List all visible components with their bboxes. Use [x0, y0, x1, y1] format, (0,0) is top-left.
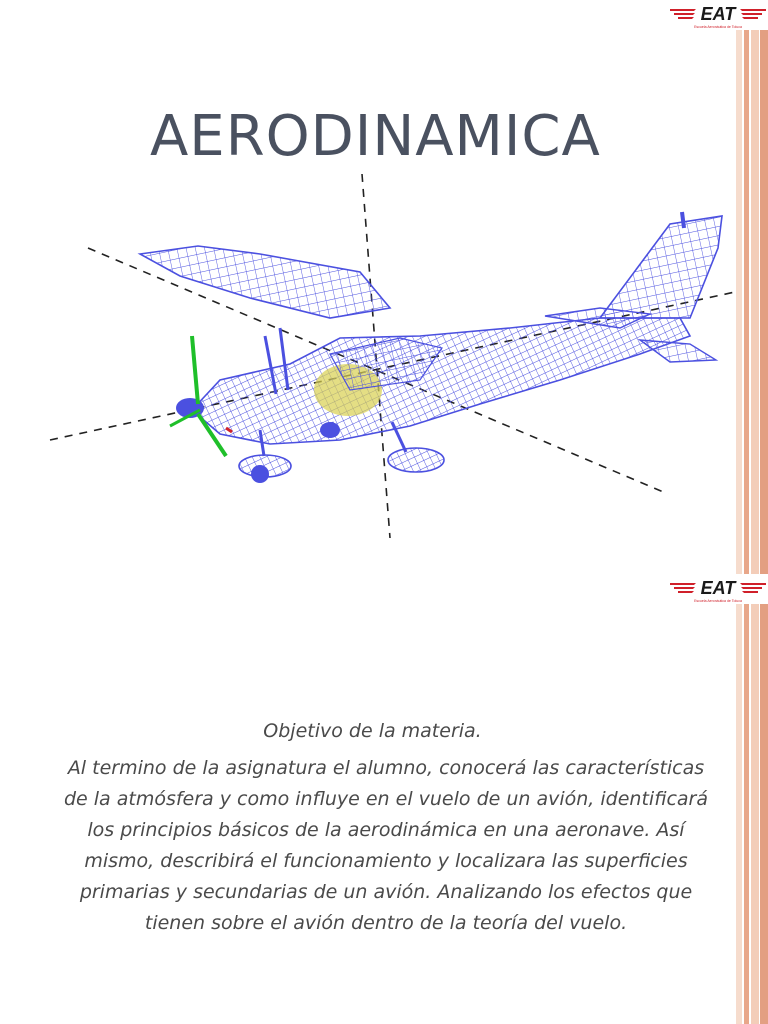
- page-title: AERODINAMICA: [150, 104, 601, 169]
- airplane-wireframe-illustration: [40, 168, 740, 552]
- eat-logo-middle: [668, 574, 768, 604]
- logo-subtitle: Escuela Aeronáutica de Toluca: [694, 599, 742, 603]
- side-stripe-dark: [744, 0, 749, 1024]
- logo-subtitle: Escuela Aeronáutica de Toluca: [694, 25, 742, 29]
- objective-label: Objetivo de la materia.: [263, 720, 482, 742]
- logo-text: EAT: [700, 4, 736, 24]
- side-stripe-dark-2: [760, 0, 768, 1024]
- logo-text: EAT: [700, 578, 736, 598]
- objective-paragraph: Al termino de la asignatura el alumno, conocerá las características de la atmósfera y como influye en el vuelo de un avión, identificará los principios básicos de la aerodinámica en una aeronave. Así mismo, describirá el funcionamiento y localizara las superficies primarias y secundarias de un avión. Analizando los efectos que tienen sobre el avión dentro de la teoría del vuelo.: [63, 757, 709, 934]
- side-stripe-light-2: [751, 0, 759, 1024]
- eat-logo-top: [668, 0, 768, 30]
